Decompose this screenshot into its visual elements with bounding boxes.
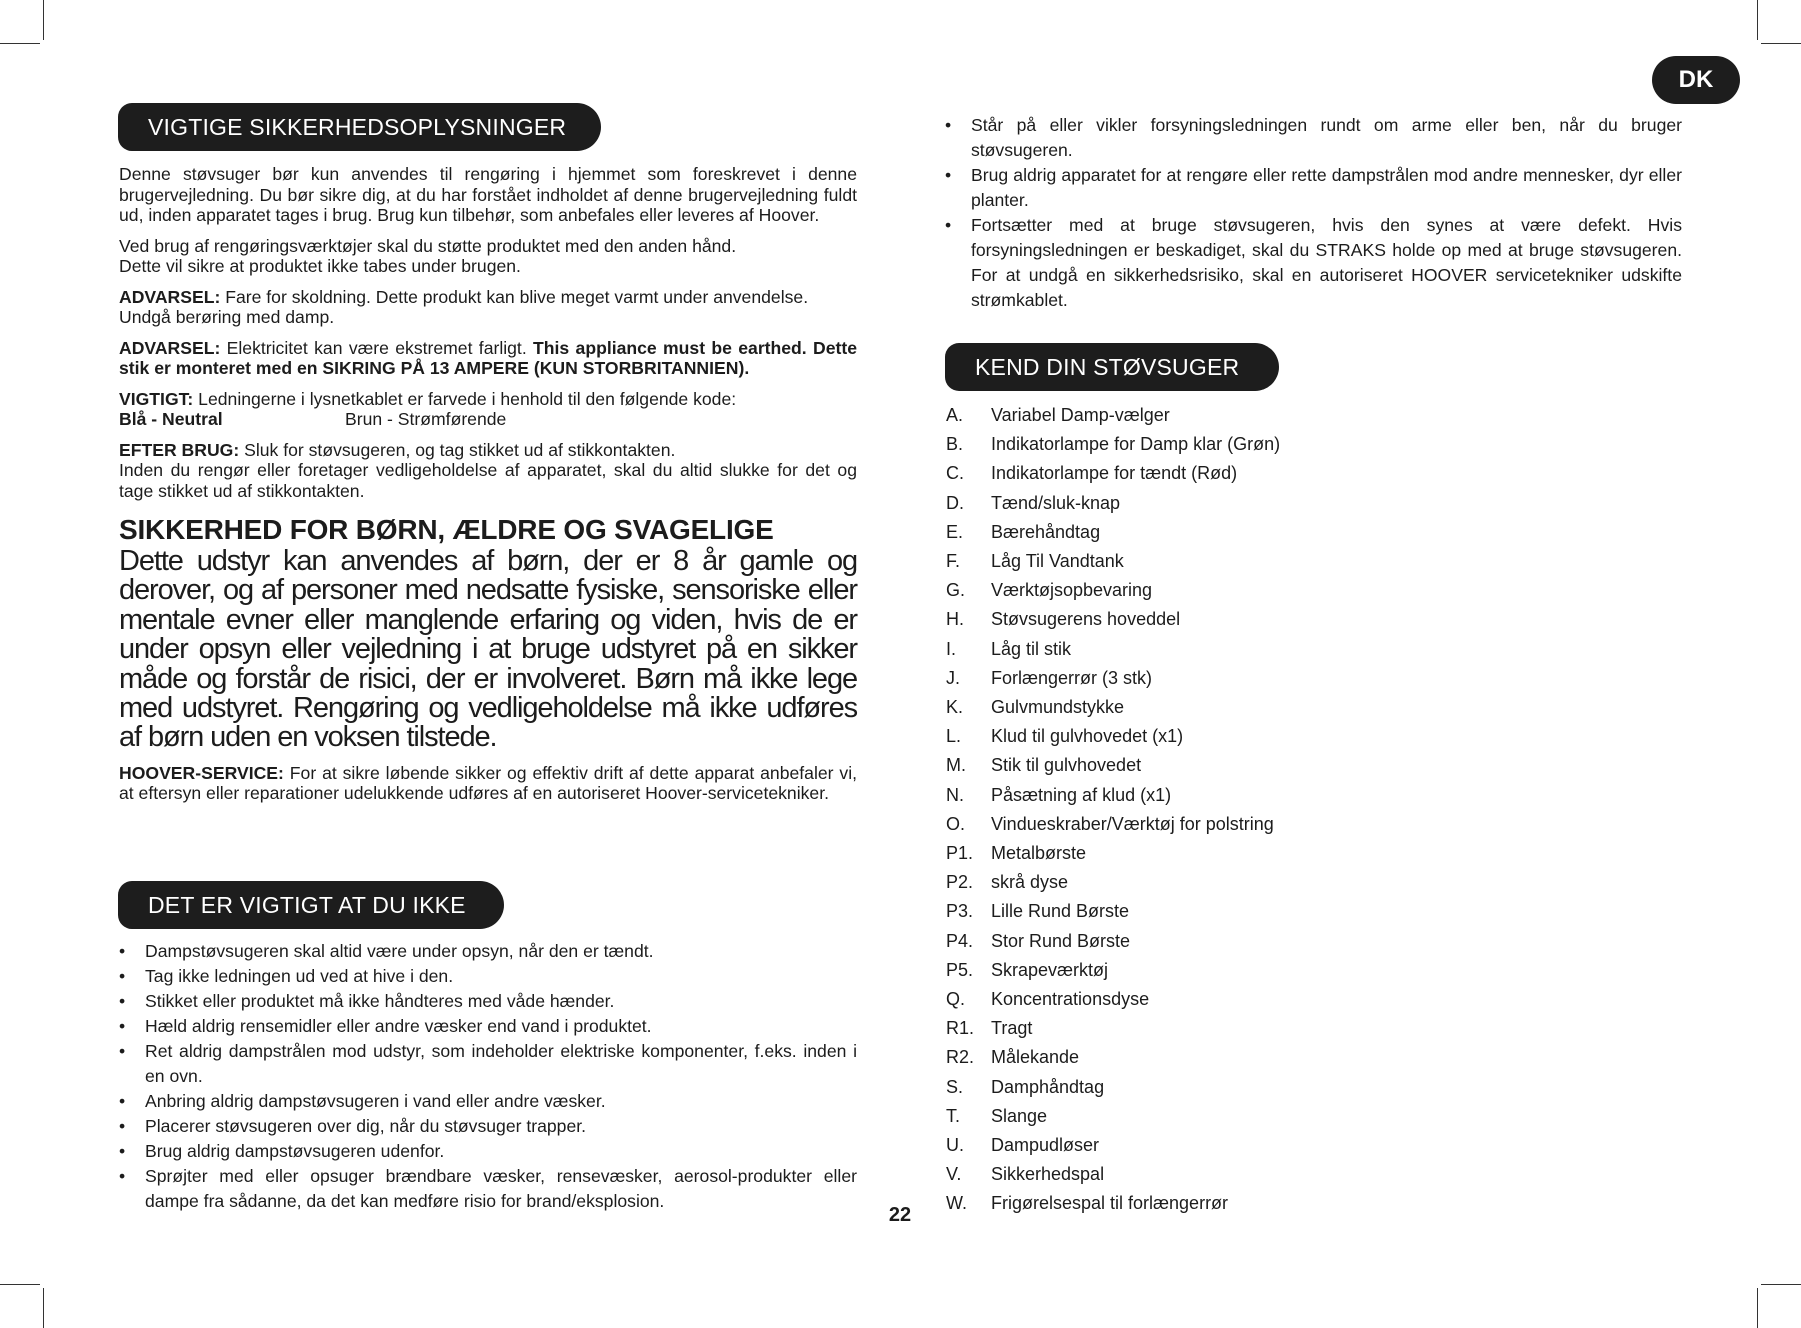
parts-list-item (946, 518, 1646, 547)
warning-text: Elektricitet kan være ekstremet farligt. (220, 337, 534, 358)
crop-mark (0, 43, 40, 44)
tools-paragraph (119, 236, 857, 277)
parts-list-item (946, 1131, 1646, 1160)
part-label: Frigørelsespal til forlængerrør (991, 1193, 1229, 1214)
parts-list-item (946, 605, 1646, 634)
after-use-text: Sluk for støvsugeren, og tag stikket ud af stikkontakten. (239, 439, 676, 460)
warning-electric (119, 338, 857, 379)
intro-paragraph: Denne støvsuger bør kun anvendes til rengøring i hjemmet som foreskrevet i denne brugervejledning. Du bør sikre dig, at du har forstået indholdet af denne brugervejledning fuldt ud, inden apparatet tages i brug. Brug kun tilbehør, som anbefales eller leveres af Hoover. (119, 164, 857, 225)
part-label: Vindueskraber/Værktøj for polstring (991, 813, 1274, 834)
list-item: • Brug aldrig dampstøvsugeren udenfor. (119, 1141, 445, 1161)
part-key: W. (946, 1193, 967, 1214)
after-use-paragraph (119, 440, 857, 502)
part-key: Q. (946, 989, 966, 1010)
donts-list-continued (945, 113, 1682, 313)
parts-list-item (946, 693, 1646, 722)
parts-list-item (946, 664, 1646, 693)
important-text: Ledningerne i lysnetkablet er farvede i henhold til den følgende kode: (193, 388, 737, 409)
donts-continued-container (945, 113, 1682, 313)
part-key: R2. (946, 1047, 975, 1068)
parts-list-item (946, 401, 1646, 430)
parts-list-item (946, 1102, 1646, 1131)
list-item: • Stikket eller produktet må ikke håndteres med våde hænder. (119, 991, 615, 1011)
wire-code-blue: Blå - Neutral (119, 409, 223, 429)
list-item: • Fortsætter med at bruge støvsugeren, hvis den synes at være defekt. Hvis forsyningsledningen er beskadiget, skal du STRAKS holde op med at bruge støvsugeren. For at undgå en sikkerhedsrisiko, skal en autoriseret HOOVER servicetekniker udskifte strømkablet. (945, 215, 1682, 310)
parts-list-item (946, 1014, 1646, 1043)
wiring-note (119, 389, 857, 430)
warning-bold-text: This appliance must be earthed. Dette stik er monteret med en SIKRING PÅ 13 AMPERE (KUN STORBRITANNIEN). (119, 337, 858, 378)
parts-list-item (946, 927, 1646, 956)
parts-list-item (946, 489, 1646, 518)
parts-list-item (946, 985, 1646, 1014)
section-header-know-your-cleaner: KEND DIN STØVSUGER (945, 343, 1279, 391)
part-label: Stor Rund Børste (991, 930, 1131, 951)
children-safety-title: SIKKERHED FOR BØRN, ÆLDRE OG SVAGELIGE (119, 514, 774, 545)
warning-scald (119, 287, 857, 328)
part-label: Klud til gulvhovedet (x1) (991, 726, 1184, 747)
parts-list-item (946, 1043, 1646, 1072)
part-label: Variabel Damp-vælger (991, 405, 1170, 425)
part-label: Bærehåndtag (991, 521, 1101, 542)
list-item: • Tag ikke ledningen ud ved at hive i den. (119, 966, 454, 986)
part-label: Sikkerhedspal (991, 1164, 1105, 1185)
list-item: • Brug aldrig apparatet for at rengøre eller rette dampstrålen mod andre mennesker, dyr eller planter. (945, 165, 1682, 210)
part-key: M. (946, 755, 966, 776)
tools-line-2: Dette vil sikre at produktet ikke tabes under brugen. (119, 256, 521, 276)
part-key: R1. (946, 1018, 975, 1039)
part-label: Dampudløser (991, 1135, 1100, 1156)
warning-text: Fare for skoldning. Dette produkt kan blive meget varmt under anvendelse. Undgå berøring med damp. (119, 286, 809, 327)
part-label: Støvsugerens hoveddel (991, 609, 1181, 630)
part-key: V. (946, 1164, 962, 1185)
wire-code-brown: Brun - Strømførende (345, 409, 507, 429)
parts-list-item (946, 1160, 1646, 1189)
part-label: Koncentrationsdyse (991, 989, 1150, 1010)
language-badge: DK (1652, 56, 1740, 104)
part-label: Damphåndtag (991, 1076, 1105, 1097)
part-label: Lille Rund Børste (991, 901, 1130, 922)
parts-list-item (946, 810, 1646, 839)
part-label: Indikatorlampe for tændt (Rød) (991, 463, 1238, 484)
list-item: • Ret aldrig dampstrålen mod udstyr, som indeholder elektriske komponenter, f.eks. inden i en ovn. (119, 1041, 857, 1086)
part-key: P5. (946, 959, 974, 980)
list-item: • Står på eller vikler forsyningsledningen rundt om arme eller ben, når du bruger støvsugeren. (945, 115, 1682, 160)
part-key: P1. (946, 843, 974, 864)
parts-list-item (946, 751, 1646, 780)
part-label: Slange (991, 1105, 1048, 1126)
parts-list-item (946, 1073, 1646, 1102)
service-label: HOOVER-SERVICE: (119, 762, 284, 783)
parts-list-item (946, 839, 1646, 868)
part-label: Skrapeværktøj (991, 959, 1109, 980)
list-item: • Anbring aldrig dampstøvsugeren i vand eller andre væsker. (119, 1091, 606, 1111)
part-key: U. (946, 1135, 964, 1156)
part-key: P2. (946, 872, 974, 893)
part-label: Gulvmundstykke (991, 697, 1125, 718)
part-key: D. (946, 492, 964, 513)
parts-list-item (946, 430, 1646, 459)
service-paragraph (119, 763, 857, 804)
part-label: Låg Til Vandtank (991, 551, 1124, 572)
part-key: T. (946, 1105, 961, 1126)
part-key: E. (946, 521, 964, 542)
parts-list-item (946, 781, 1646, 810)
part-key: J. (946, 667, 961, 688)
list-item: • Hæld aldrig rensemidler eller andre væsker end vand i produktet. (119, 1016, 652, 1036)
left-column (119, 164, 857, 814)
part-label: Værktøjsopbevaring (991, 580, 1153, 601)
donts-list (119, 939, 857, 1214)
parts-list-item (946, 897, 1646, 926)
crop-mark (43, 0, 44, 40)
part-key: K. (946, 697, 964, 718)
parts-list-item (946, 1189, 1646, 1218)
tools-line-1: Ved brug af rengøringsværktøjer skal du støtte produktet med den anden hånd. (119, 235, 737, 256)
part-label: Tragt (991, 1018, 1033, 1039)
part-key: S. (946, 1076, 964, 1097)
parts-list-item (946, 956, 1646, 985)
crop-mark (1761, 1284, 1801, 1285)
donts-list-container (119, 939, 857, 1214)
part-key: F. (946, 551, 961, 572)
crop-mark (0, 1284, 40, 1285)
part-key: A. (946, 405, 964, 425)
crop-mark (1757, 1288, 1758, 1328)
parts-list-item (946, 547, 1646, 576)
parts-list-item (946, 576, 1646, 605)
parts-list-item (946, 868, 1646, 897)
part-key: O. (946, 813, 966, 834)
section-header-donts: DET ER VIGTIGT AT DU IKKE (118, 881, 504, 929)
part-label: skrå dyse (991, 872, 1069, 893)
crop-mark (1761, 43, 1801, 44)
part-key: C. (946, 463, 964, 484)
part-label: Låg til stik (991, 638, 1072, 659)
part-label: Målekande (991, 1047, 1080, 1068)
warning-label: ADVARSEL: (119, 286, 221, 307)
part-label: Forlængerrør (3 stk) (991, 667, 1153, 688)
parts-list-item (946, 459, 1646, 488)
section-header-safety: VIGTIGE SIKKERHEDSOPLYSNINGER (118, 103, 601, 151)
service-text: For at sikre løbende sikker og effektiv drift af dette apparat anbefaler vi, at eftersyn eller reparationer udelukkende udføres af en autoriseret Hoover-servicetekniker. (119, 762, 857, 804)
warning-label: ADVARSEL: (119, 337, 221, 358)
page-number: 22 (888, 1204, 912, 1226)
children-safety-text: Dette udstyr kan anvendes af børn, der er 8 år gamle og derover, og af personer med nedsatte fysiske, sensoriske eller mentale evner eller manglende erfaring og viden, hvis de er under opsyn eller vejledning i at bruge udstyret på en sikker måde og forstår de risici, der er involveret. Børn må ikke lege med udstyret. Rengøring og vedligeholdelse må ikke udføres af børn uden en voksen tilstede. (119, 545, 857, 754)
part-label: Stik til gulvhovedet (991, 755, 1142, 776)
parts-list-container (946, 401, 1646, 1219)
part-label: Metalbørste (991, 843, 1087, 864)
wire-code-row (119, 409, 857, 430)
after-use-label: EFTER BRUG: (119, 439, 240, 460)
list-item: • Sprøjter med eller opsuger brændbare væsker, rensevæsker, aerosol-produkter eller dampe fra sådanne, da det kan medføre risio for brand/eksplosion. (119, 1166, 857, 1211)
parts-list (946, 401, 1646, 1219)
part-key: H. (946, 609, 964, 630)
part-label: Påsætning af klud (x1) (991, 784, 1172, 805)
crop-mark (1757, 0, 1758, 40)
parts-list-item (946, 722, 1646, 751)
important-label: VIGTIGT: (119, 388, 194, 409)
part-key: B. (946, 434, 964, 455)
part-key: P4. (946, 930, 974, 951)
part-label: Indikatorlampe for Damp klar (Grøn) (991, 434, 1281, 455)
part-key: L. (946, 726, 962, 747)
part-key: G. (946, 580, 966, 601)
list-item: • Dampstøvsugeren skal altid være under opsyn, når den er tændt. (119, 941, 654, 961)
list-item: • Placerer støvsugeren over dig, når du støvsuger trapper. (119, 1116, 587, 1136)
part-label: Tænd/sluk-knap (991, 492, 1121, 513)
part-key: P3. (946, 901, 974, 922)
crop-mark (43, 1288, 44, 1328)
part-key: N. (946, 784, 964, 805)
parts-list-item (946, 635, 1646, 664)
after-use-text-2: Inden du rengør eller foretager vedligeholdelse af apparatet, skal du altid slukke for det og tage stikket ud af stikkontakten. (119, 460, 857, 501)
part-key: I. (946, 638, 957, 659)
